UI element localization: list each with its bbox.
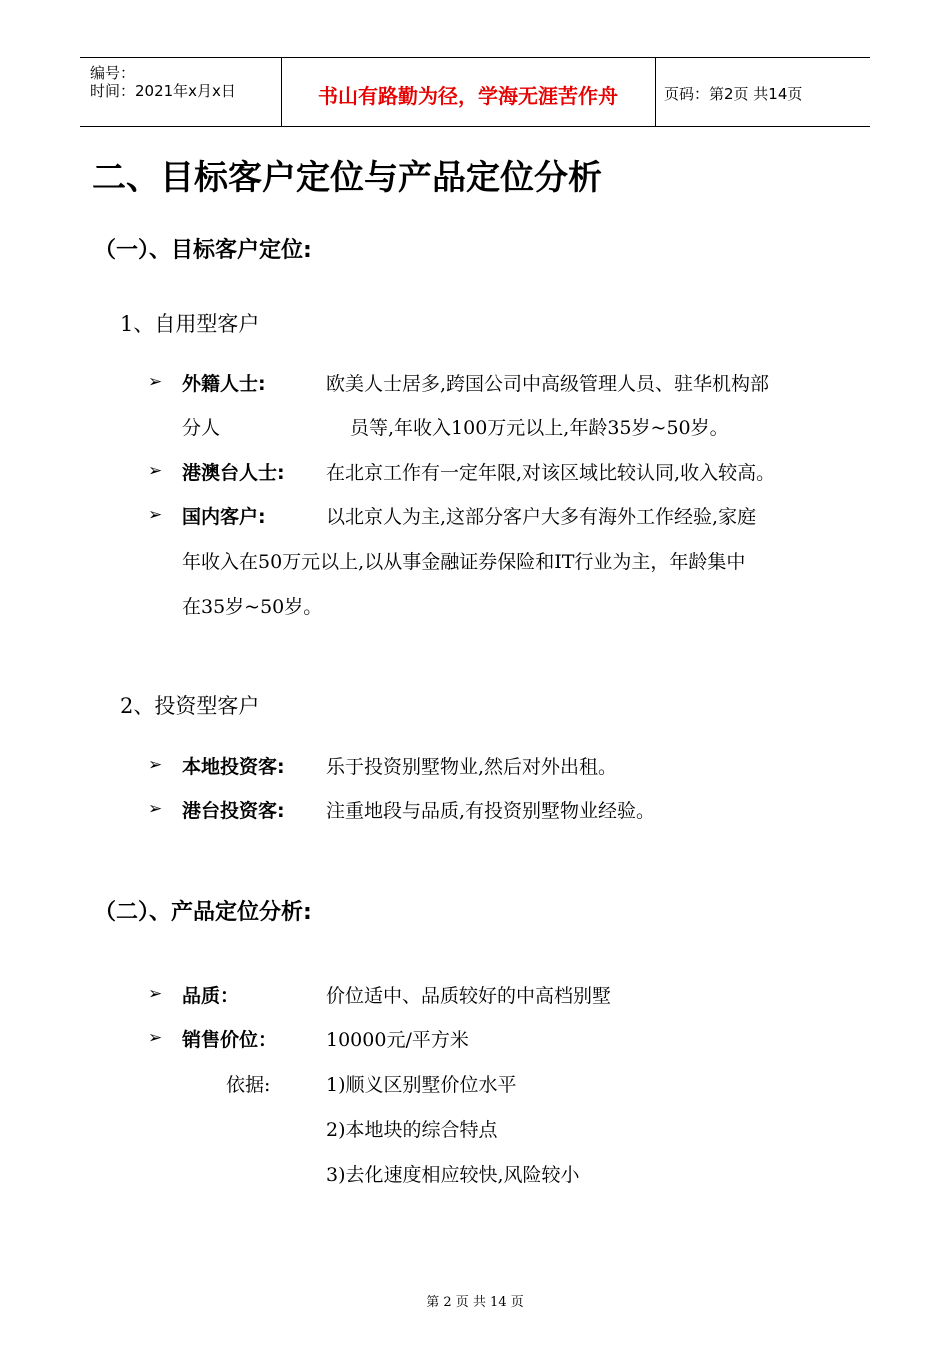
item-text: 在北京工作有一定年限,对该区域比较认同,收入较高。 xyxy=(326,462,776,484)
bullet-arrow-icon: ➢ xyxy=(148,461,163,481)
basis-item: 1)顺义区别墅价位水平 xyxy=(326,1074,517,1096)
bullet-arrow-icon: ➢ xyxy=(148,799,163,819)
item-label: 品质： xyxy=(182,985,240,1007)
bullet-arrow-icon: ➢ xyxy=(148,755,163,775)
header-divider xyxy=(655,58,656,126)
item-label: 港台投资客: xyxy=(182,800,285,822)
item-label: 外籍人士: xyxy=(182,373,266,395)
section-heading-product-positioning: （二）、产品定位分析: xyxy=(94,900,312,925)
basis-item: 3)去化速度相应较快,风险较小 xyxy=(326,1164,580,1186)
item-text-continuation: 分人 xyxy=(182,417,221,439)
page-title: 二、目标客户定位与产品定位分析 xyxy=(92,158,602,198)
bullet-arrow-icon: ➢ xyxy=(148,505,163,525)
section-heading-target-customers: （一）、目标客户定位: xyxy=(94,238,312,263)
page-header xyxy=(80,57,870,127)
item-text-continuation: 在35岁~50岁。 xyxy=(182,596,323,618)
item-text: 10000元/平方米 xyxy=(326,1029,469,1051)
item-text-continuation: 员等,年收入100万元以上,年龄35岁~50岁。 xyxy=(350,417,729,439)
item-text: 欧美人士居多,跨国公司中高级管理人员、驻华机构部 xyxy=(326,373,770,395)
item-text: 注重地段与品质,有投资别墅物业经验。 xyxy=(326,800,656,822)
item-text-continuation: 年收入在50万元以上,以从事金融证券保险和IT行业为主，年龄集中 xyxy=(182,551,746,573)
page-footer: 第 2 页 共 14 页 xyxy=(426,1295,524,1310)
item-text: 乐于投资别墅物业,然后对外出租。 xyxy=(326,756,618,778)
header-motto: 书山有路勤为径，学海无涯苦作舟 xyxy=(318,84,618,108)
header-page-info: 页码：第2页 共14页 xyxy=(664,85,803,103)
bullet-arrow-icon: ➢ xyxy=(148,1028,163,1048)
basis-item: 2)本地块的综合特点 xyxy=(326,1119,498,1141)
item-label: 销售价位： xyxy=(182,1029,278,1051)
document-date: 时间：2021年x月x日 xyxy=(90,82,236,100)
item-label: 本地投资客: xyxy=(182,756,285,778)
item-label: 港澳台人士: xyxy=(182,462,285,484)
subsection-heading-investment: 2、投资型客户 xyxy=(120,694,260,718)
basis-label: 依据: xyxy=(226,1074,271,1096)
subsection-heading-self-use: 1、自用型客户 xyxy=(120,312,260,336)
document-number-label: 编号： xyxy=(90,64,136,82)
item-text: 以北京人为主,这部分客户大多有海外工作经验,家庭 xyxy=(326,506,757,528)
item-label: 国内客户: xyxy=(182,506,266,528)
bullet-arrow-icon: ➢ xyxy=(148,984,163,1004)
bullet-arrow-icon: ➢ xyxy=(148,372,163,392)
item-text: 价位适中、品质较好的中高档别墅 xyxy=(326,985,612,1007)
